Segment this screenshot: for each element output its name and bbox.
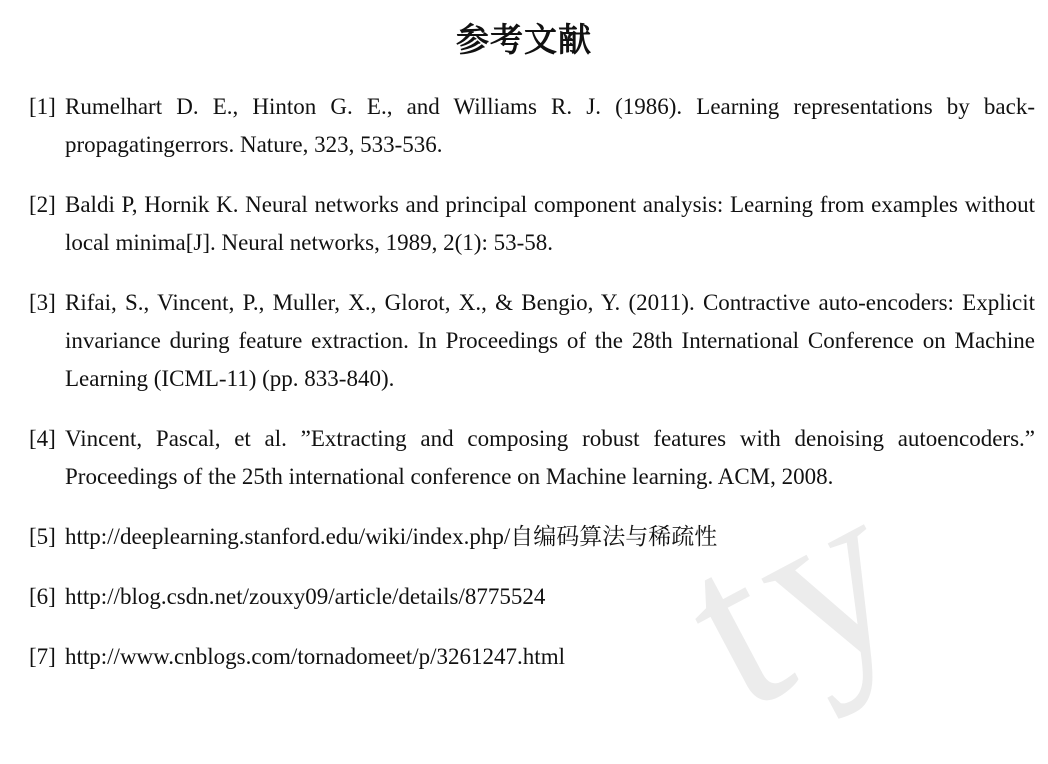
reference-number: [7] — [29, 644, 56, 669]
reference-text: Vincent, Pascal, et al. ”Extracting and composing robust features with denoising autoencoders.” Proceedings of the 25th international conference on Machine learning. ACM, 2008. — [65, 426, 1035, 489]
reference-url[interactable]: http://deeplearning.stanford.edu/wiki/index.php/自编码算法与稀疏性 — [65, 524, 718, 549]
reference-number: [1] — [29, 94, 56, 119]
reference-text: Baldi P, Hornik K. Neural networks and principal component analysis: Learning from examples without local minima[J]. Neural networks, 1989, 2(1): 53-58. — [65, 192, 1035, 255]
reference-item-5 — [29, 518, 1035, 556]
reference-number: [6] — [29, 584, 56, 609]
reference-number: [2] — [29, 192, 56, 217]
reference-item-2 — [29, 186, 1035, 262]
page-title: 参考文献 — [456, 20, 592, 59]
reference-item-6 — [29, 578, 1035, 616]
reference-url[interactable]: http://blog.csdn.net/zouxy09/article/details/8775524 — [65, 584, 546, 609]
watermark: ty — [642, 427, 950, 760]
reference-number: [5] — [29, 524, 56, 549]
reference-number: [4] — [29, 426, 56, 451]
reference-item-7 — [29, 638, 1035, 676]
reference-text: Rumelhart D. E., Hinton G. E., and Williams R. J. (1986). Learning representations by back-propagatingerrors. Nature, 323, 533-536. — [65, 94, 1035, 157]
reference-item-1 — [29, 88, 1035, 164]
reference-item-3 — [29, 284, 1035, 398]
reference-text: Rifai, S., Vincent, P., Muller, X., Glorot, X., & Bengio, Y. (2011). Contractive auto-encoders: Explicit invariance during feature extraction. In Proceedings of the 28th International Conference on Machine Learning (ICML-11) (pp. 833-840). — [65, 290, 1035, 391]
reference-number: [3] — [29, 290, 56, 315]
reference-item-4 — [29, 420, 1035, 496]
reference-url[interactable]: http://www.cnblogs.com/tornadomeet/p/3261247.html — [65, 644, 565, 669]
reference-list — [29, 88, 1035, 698]
